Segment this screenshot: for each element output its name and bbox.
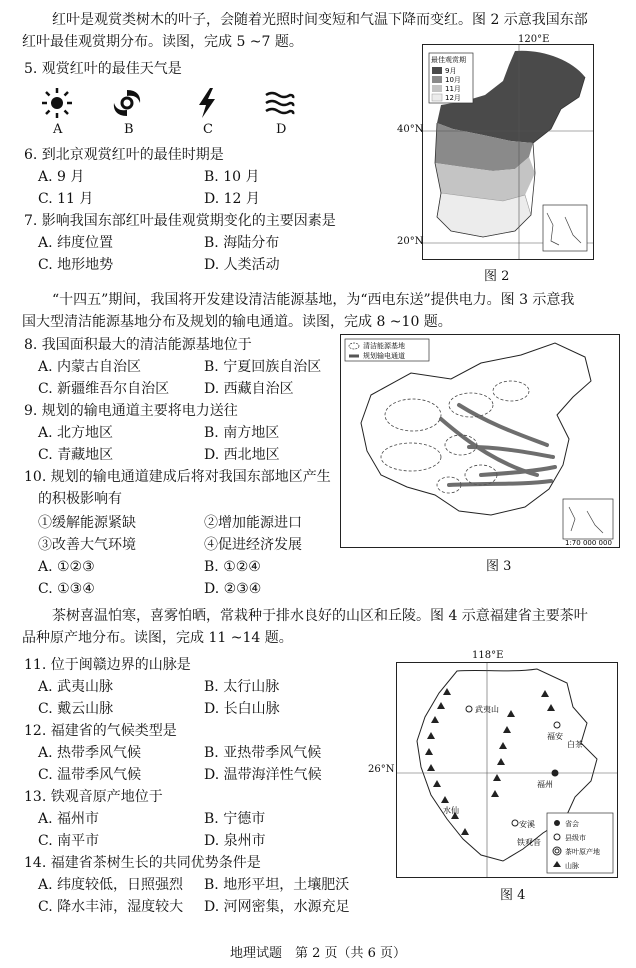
- question-10-statement-3: ③改善大气环境: [38, 537, 136, 553]
- question-5-stem: 5. 观赏红叶的最佳天气是: [24, 61, 182, 77]
- question-12-option-a: A. 热带季风气候: [38, 745, 142, 761]
- fig4-longitude: 118°E: [472, 650, 504, 661]
- question-7-stem: 7. 影响我国东部红叶最佳观赏期变化的主要因素是: [24, 213, 336, 229]
- fig2-latitude-20: 20°N: [397, 236, 424, 247]
- question-6-option-b: B. 10 月: [204, 169, 260, 185]
- sunny-icon: [40, 86, 74, 120]
- question-7-option-c: C. 地形地势: [38, 257, 114, 273]
- question-10-option-d: D. ②③④: [204, 581, 262, 597]
- fig4-legend-capital: 省会: [565, 820, 579, 828]
- fig3-scale: 1:70 000 000: [565, 539, 612, 547]
- question-14-stem: 14. 福建省茶树生长的共同优势条件是: [24, 855, 261, 871]
- fig2-legend-3: 11月: [445, 85, 461, 93]
- question-10-statement-2: ②增加能源进口: [204, 515, 302, 531]
- page-footer: 地理试题 第 2 页（共 6 页）: [229, 946, 407, 961]
- question-10-option-c: C. ①③④: [38, 581, 95, 597]
- passage-3-line-2: 品种原产地分布。读图，完成 11 ~14 题。: [22, 630, 293, 646]
- fig2-latitude-40: 40°N: [397, 124, 424, 135]
- question-9-option-b: B. 南方地区: [204, 425, 280, 441]
- passage-1-line-2: 红叶最佳观赏期分布。读图，完成 5 ~7 题。: [22, 34, 303, 50]
- option-label-c: C: [203, 122, 213, 137]
- question-13-option-b: B. 宁德市: [204, 811, 266, 827]
- question-11-option-b: B. 太行山脉: [204, 679, 280, 695]
- question-9-option-c: C. 青藏地区: [38, 447, 114, 463]
- question-8-option-a: A. 内蒙古自治区: [38, 359, 142, 375]
- fig2-legend-4: 12月: [445, 94, 461, 102]
- question-6-option-c: C. 11 月: [38, 191, 94, 207]
- passage-3-line-1: 茶树喜温怕寒，喜雾怕晒，常栽种于排水良好的山区和丘陵。图 4 示意福建省主要茶叶: [52, 608, 588, 624]
- fig4-place-fuzhou: 福州: [537, 780, 553, 789]
- strong-wind-icon: [263, 86, 297, 120]
- question-12-stem: 12. 福建省的气候类型是: [24, 723, 177, 739]
- fig4-place-tieguanyin: 铁观音: [517, 838, 541, 847]
- question-13-option-a: A. 福州市: [38, 811, 100, 827]
- question-9-option-a: A. 北方地区: [38, 425, 114, 441]
- figure-3-map: [340, 334, 620, 548]
- figure-3-caption: 图 3: [486, 559, 512, 574]
- question-12-option-c: C. 温带季风气候: [38, 767, 142, 783]
- option-label-a: A: [53, 122, 63, 137]
- figure-2-caption: 图 2: [484, 269, 510, 284]
- question-10-statement-1: ①缓解能源紧缺: [38, 515, 136, 531]
- question-9-stem: 9. 规划的输电通道主要将电力送往: [24, 403, 238, 419]
- figure-2-map: [422, 44, 594, 260]
- fig4-latitude: 26°N: [368, 764, 395, 775]
- passage-1-line-1: 红叶是观赏类树木的叶子，会随着光照时间变短和气温下降而变红。图 2 示意我国东部: [52, 12, 588, 28]
- question-11-stem: 11. 位于闽赣边界的山脉是: [24, 657, 191, 673]
- figure-4-map: [396, 662, 618, 878]
- fig4-place-shuixian: 水仙: [443, 806, 459, 815]
- question-10-option-b: B. ①②④: [204, 559, 261, 575]
- figure-4-caption: 图 4: [500, 888, 526, 903]
- fig4-legend-origin: 茶叶原产地: [565, 848, 600, 856]
- question-10-statement-4: ④促进经济发展: [204, 537, 302, 553]
- question-14-option-c: C. 降水丰沛，湿度较大: [38, 899, 184, 915]
- passage-2-line-1: “十四五”期间，我国将开发建设清洁能源基地，为“西电东送”提供电力。图 3 示意我: [52, 292, 575, 308]
- fig4-legend-mountain: 山脉: [565, 862, 579, 870]
- fig4-place-wuyishan: 武夷山: [475, 705, 499, 714]
- fig2-legend-2: 10月: [445, 76, 461, 84]
- fig4-legend-city: 县级市: [565, 834, 586, 842]
- typhoon-icon: [110, 86, 144, 120]
- fig4-place-baicha: 白茶: [567, 740, 583, 749]
- fig2-legend-1: 9月: [445, 67, 457, 75]
- option-label-b: B: [124, 122, 134, 137]
- question-14-option-b: B. 地形平坦，土壤肥沃: [204, 877, 350, 893]
- question-8-option-c: C. 新疆维吾尔自治区: [38, 381, 170, 397]
- fig4-place-fuan: 福安: [547, 732, 563, 741]
- question-10-stem-line-2: 的积极影响有: [38, 491, 122, 507]
- question-12-option-b: B. 亚热带季风气候: [204, 745, 322, 761]
- question-6-option-a: A. 9 月: [38, 169, 85, 185]
- question-10-option-a: A. ①②③: [38, 559, 95, 575]
- question-14-option-d: D. 河网密集，水源充足: [204, 899, 350, 915]
- fig4-place-anxi: 安溪: [519, 820, 535, 829]
- question-8-stem: 8. 我国面积最大的清洁能源基地位于: [24, 337, 252, 353]
- question-11-option-c: C. 戴云山脉: [38, 701, 114, 717]
- question-8-option-d: D. 西藏自治区: [204, 381, 294, 397]
- passage-2-line-2: 国大型清洁能源基地分布及规划的输电通道。读图，完成 8 ~10 题。: [22, 314, 452, 330]
- question-13-option-c: C. 南平市: [38, 833, 100, 849]
- question-11-option-a: A. 武夷山脉: [38, 679, 114, 695]
- question-7-option-d: D. 人类活动: [204, 257, 280, 273]
- question-6-stem: 6. 到北京观赏红叶的最佳时期是: [24, 147, 224, 163]
- question-7-option-a: A. 纬度位置: [38, 235, 114, 251]
- question-8-option-b: B. 宁夏回族自治区: [204, 359, 322, 375]
- question-6-option-d: D. 12 月: [204, 191, 260, 207]
- question-13-stem: 13. 铁观音原产地位于: [24, 789, 163, 805]
- question-12-option-d: D. 温带海洋性气候: [204, 767, 322, 783]
- question-9-option-d: D. 西北地区: [204, 447, 280, 463]
- question-14-option-a: A. 纬度较低，日照强烈: [38, 877, 184, 893]
- fig2-longitude: 120°E: [518, 34, 550, 45]
- question-11-option-d: D. 长白山脉: [204, 701, 280, 717]
- fig3-legend-base: 清洁能源基地: [363, 342, 405, 350]
- question-7-option-b: B. 海陆分布: [204, 235, 280, 251]
- question-10-stem-line-1: 10. 规划的输电通道建成后将对我国东部地区产生: [24, 469, 331, 485]
- fig2-legend-title: 最佳观赏期: [431, 56, 466, 64]
- fig3-legend-channel: 规划输电通道: [363, 352, 405, 360]
- question-13-option-d: D. 泉州市: [204, 833, 266, 849]
- option-label-d: D: [276, 122, 287, 137]
- lightning-icon: [190, 86, 224, 120]
